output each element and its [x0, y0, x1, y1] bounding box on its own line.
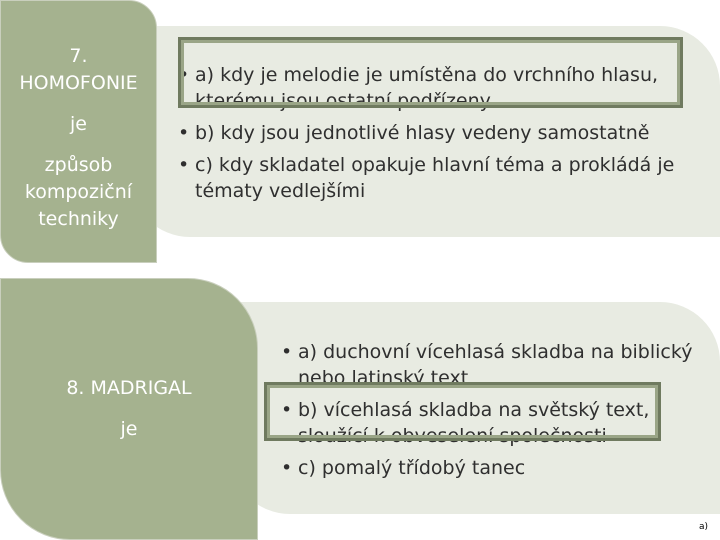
question1-desc-line1: způsob [44, 154, 113, 176]
question1-answer-highlight [178, 37, 683, 108]
question1-option-a: • a) kdy je melodie je umístěna do vrchního hlasu, kterému jsou ostatní podřízeny [178, 62, 698, 114]
question2-option-b: • b) vícehlasá skladba na světský text, sloužící k obveselení společnosti [281, 397, 701, 449]
question2-term: 8. MADRIGAL [66, 377, 192, 399]
question1-number: 7. [69, 45, 88, 67]
question2-verb: je [120, 418, 138, 440]
footer-mark: a) [698, 522, 708, 532]
question1-label [1, 43, 156, 233]
question2-option-c: • c) pomalý třídobý tanec [281, 455, 701, 481]
question1-desc-line2: kompoziční [24, 181, 133, 203]
question2-option-a: • a) duchovní vícehlasá skladba na biblický nebo latinský text [281, 339, 701, 391]
question1-option-c: • c) kdy skladatel opakuje hlavní téma a prokládá je tématy vedlejšími [178, 152, 698, 204]
question1-term: HOMOFONIE [19, 72, 138, 94]
question1-desc-line3: techniky [38, 208, 119, 230]
question1-verb: je [70, 113, 87, 135]
question2-answer-highlight [264, 382, 661, 441]
question1-option-b: • b) kdy jsou jednotlivé hlasy vedeny samostatně [178, 120, 698, 146]
question2-label [0, 375, 258, 443]
question1-label-panel [0, 0, 157, 263]
